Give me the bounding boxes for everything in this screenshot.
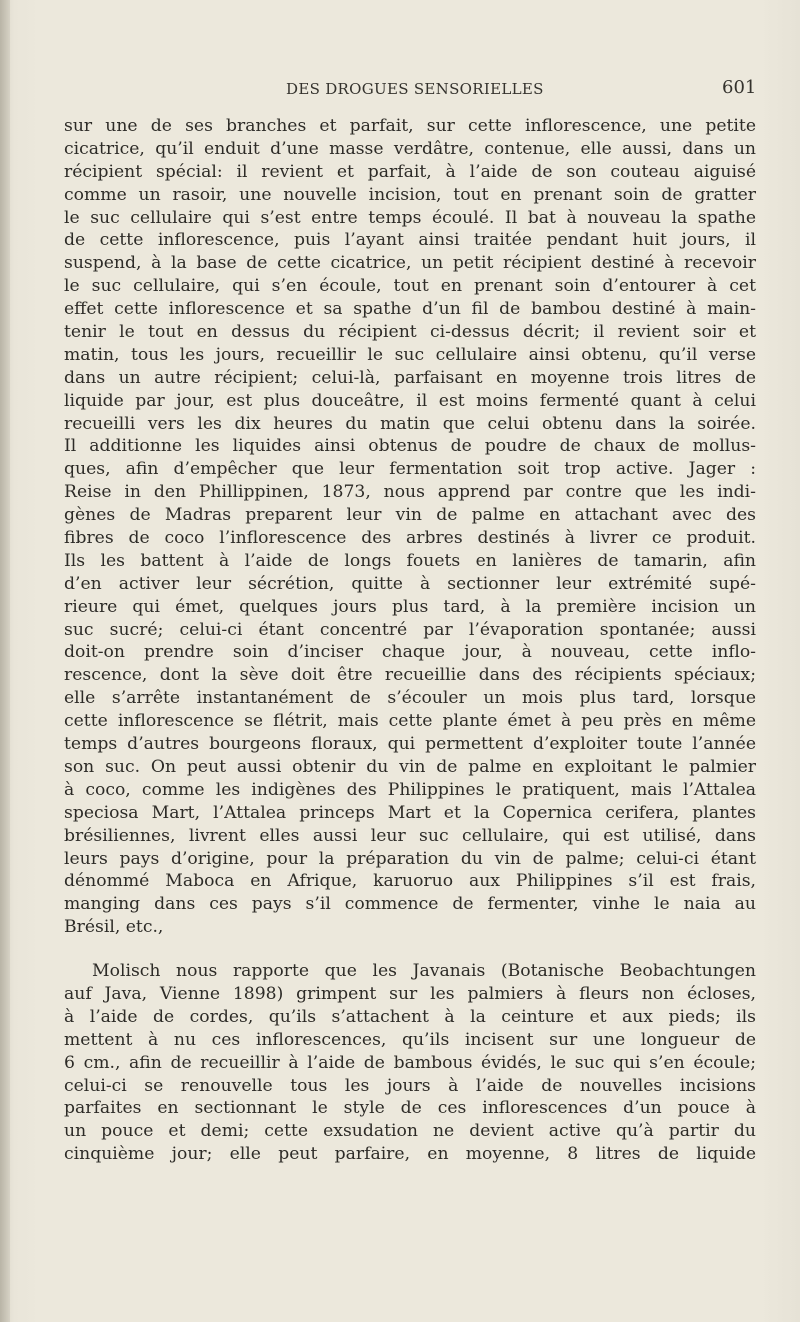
- text-line: suc sucré; celui-ci étant concentré par l’évaporation spontanée; aussi: [64, 619, 756, 640]
- text-line: sur une de ses branches et parfait, sur cette inflorescence, une petite: [64, 116, 756, 136]
- text-line: un pouce et demi; cette exsudation ne devient active qu’à partir du: [64, 1121, 756, 1142]
- text-line: à coco, comme les indigènes des Philippines le pratiquent, mais l’Attalea: [64, 779, 756, 800]
- text-line: dénommé Maboca en Afrique, karuoruo aux Philippines s’il est frais,: [64, 871, 756, 892]
- text-line: cicatrice, qu’il enduit d’une masse verdâtre, contenue, elle aussi, dans un: [64, 138, 756, 159]
- text-line: son suc. On peut aussi obtenir du vin de palme en exploitant le palmier: [64, 756, 756, 777]
- paragraph-gap: [64, 939, 756, 960]
- text-line: fibres de coco l’inflorescence des arbres destinés à livrer ce produit.: [64, 528, 756, 549]
- text-line: elle s’arrête instantanément de s’écouler un mois plus tard, lorsque: [64, 688, 756, 709]
- text-line: mettent à nu ces inflorescences, qu’ils incisent sur une longueur de: [64, 1029, 756, 1050]
- text-line: recueilli vers les dix heures du matin que celui obtenu dans la soirée.: [64, 413, 756, 434]
- text-line: effet cette inflorescence et sa spathe d’un fil de bambou destiné à main-: [64, 299, 756, 320]
- text-line: rieure qui émet, quelques jours plus tard, à la première incision un: [64, 596, 756, 617]
- text-line: Il additionne les liquides ainsi obtenus de poudre de chaux de mollus-: [64, 436, 756, 457]
- text-line: Molisch nous rapporte que les Javanais (Botanische Beobachtungen: [92, 961, 756, 982]
- text-line: cinquième jour; elle peut parfaire, en moyenne, 8 litres de liquide: [64, 1144, 756, 1165]
- text-line: manging dans ces pays s’il commence de fermenter, vinhe le naia au: [64, 894, 756, 915]
- text-line: le suc cellulaire qui s’est entre temps écoulé. Il bat à nouveau la spathe: [64, 207, 756, 228]
- text-line: récipient spécial: il revient et parfait, à l’aide de son couteau aiguisé: [64, 161, 756, 182]
- text-line: ques, afin d’empêcher que leur fermentation soit trop active. Jager :: [64, 459, 756, 480]
- text-line: Ils les battent à l’aide de longs fouets en lanières de tamarin, afin: [64, 550, 756, 571]
- text-line: cette inflorescence se flétrit, mais cette plante émet à peu près en même: [64, 711, 756, 732]
- text-line: brésiliennes, livrent elles aussi leur suc cellulaire, qui est utilisé, dans: [64, 825, 756, 846]
- text-line: auf Java, Vienne 1898) grimpent sur les palmiers à fleurs non écloses,: [64, 983, 756, 1004]
- paragraph: [64, 115, 756, 939]
- text-line: le suc cellulaire, qui s’en écoule, tout en prenant soin d’entourer à cet: [64, 276, 756, 297]
- text-line: comme un rasoir, une nouvelle incision, tout en prenant soin de gratter: [64, 184, 756, 205]
- text-line: liquide par jour, est plus douceâtre, il est moins fermenté quant à celui: [64, 390, 756, 411]
- body-text: [64, 115, 756, 1166]
- text-line: de cette inflorescence, puis l’ayant ainsi traitée pendant huit jours, il: [64, 230, 756, 251]
- page-number: 601: [722, 77, 757, 98]
- text-line: leurs pays d’origine, pour la préparation du vin de palme; celui-ci étant: [64, 848, 756, 869]
- text-line: speciosa Mart, l’Attalea princeps Mart et la Copernica cerifera, plantes: [64, 802, 756, 823]
- text-line: gènes de Madras preparent leur vin de palme en attachant avec des: [64, 505, 756, 526]
- text-line: parfaites en sectionnant le style de ces inflorescences d’un pouce à: [64, 1098, 756, 1119]
- text-line: suspend, à la base de cette cicatrice, un petit récipient destiné à recevoir: [64, 253, 756, 274]
- text-line: 6 cm., afin de recueillir à l’aide de bambous évidés, le suc qui s’en écoule;: [64, 1052, 756, 1073]
- text-line: matin, tous les jours, recueillir le suc cellulaire ainsi obtenu, qu’il verse: [64, 344, 756, 365]
- text-line: celui-ci se renouvelle tous les jours à l’aide de nouvelles incisions: [64, 1075, 756, 1096]
- text-line: à l’aide de cordes, qu’ils s’attachent à la ceinture et aux pieds; ils: [64, 1006, 756, 1027]
- text-line: temps d’autres bourgeons floraux, qui permettent d’exploiter toute l’année: [64, 734, 756, 755]
- text-line: dans un autre récipient; celui-là, parfaisant en moyenne trois litres de: [64, 367, 756, 388]
- text-line: tenir le tout en dessus du récipient ci-dessus décrit; il revient soir et: [64, 322, 756, 343]
- text-line: Reise in den Phillippinen, 1873, nous apprend par contre que les indi-: [64, 482, 756, 503]
- paragraph: [64, 960, 756, 1166]
- text-line: rescence, dont la sève doit être recueillie dans des récipients spéciaux;: [64, 665, 756, 686]
- text-line: doit-on prendre soin d’inciser chaque jour, à nouveau, cette inflo-: [64, 642, 756, 663]
- text-line: Brésil, etc.,: [64, 917, 164, 938]
- text-line: d’en activer leur sécrétion, quitte à sectionner leur extrémité supé-: [64, 573, 756, 594]
- binding-edge: [0, 0, 10, 1322]
- running-head: DES DROGUES SENSORIELLES: [286, 80, 544, 98]
